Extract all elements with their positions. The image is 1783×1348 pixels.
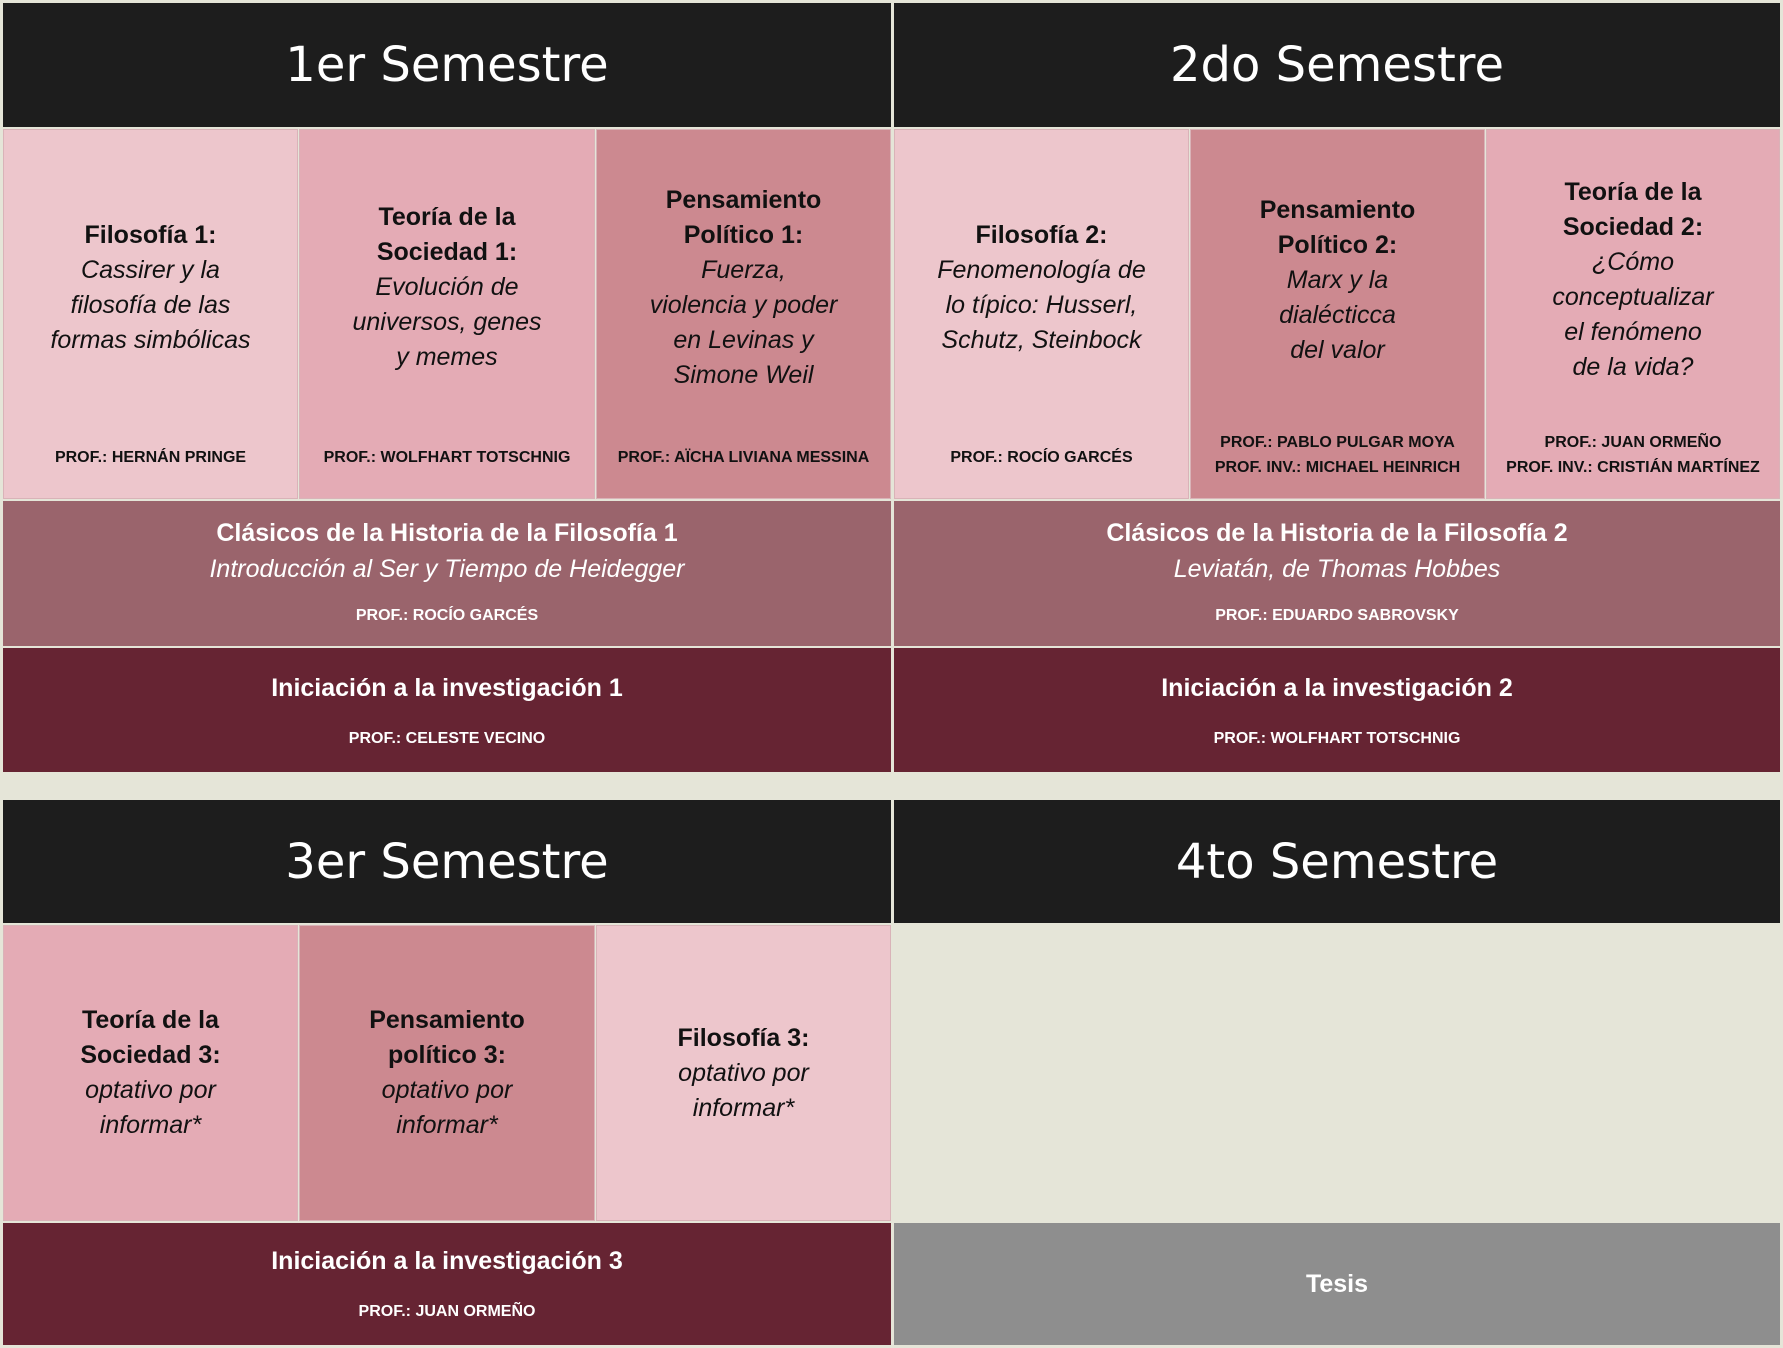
semester-1-header xyxy=(3,3,891,127)
course-professor: PROF.: WOLFHART TOTSCHNIG xyxy=(1213,730,1461,747)
course-professor: PROF.: JUAN ORMEÑO PROF. INV.: CRISTIÁN MARTÍNEZ xyxy=(1506,434,1760,476)
course-investigacion-2[interactable] xyxy=(894,648,1780,772)
semester-4-header xyxy=(894,800,1780,923)
course-title: Teoría de la Sociedad 2: xyxy=(1562,178,1704,241)
course-title: Pensamiento Político 1: xyxy=(665,185,822,249)
course-investigacion-3[interactable] xyxy=(3,1223,891,1345)
semester-2-header xyxy=(894,3,1780,127)
course-title: Teoría de la Sociedad 1: xyxy=(376,203,518,266)
course-title: Filosofía 3: xyxy=(677,1023,810,1052)
course-title: Iniciación a la investigación 1 xyxy=(271,674,623,702)
course-teoria-sociedad-1[interactable] xyxy=(299,129,595,499)
semester-1-title: 1er Semestre xyxy=(285,37,609,93)
semester-3-title: 3er Semestre xyxy=(285,833,609,890)
course-professor: PROF.: JUAN ORMEÑO xyxy=(358,1303,536,1320)
course-subtitle: optativo por informar* xyxy=(678,1058,809,1122)
course-title: Pensamiento Político 2: xyxy=(1259,195,1416,259)
course-subtitle: optativo por informar* xyxy=(85,1076,216,1139)
course-title: Pensamiento político 3: xyxy=(369,1006,525,1069)
course-filosofia-1[interactable] xyxy=(3,129,298,499)
course-subtitle: Evolución de universos, genes y memes xyxy=(352,273,542,371)
course-title: Tesis xyxy=(1305,1269,1369,1298)
course-professor: PROF.: ROCÍO GARCÉS xyxy=(950,449,1133,466)
course-professor: PROF.: CELESTE VECINO xyxy=(348,730,546,747)
course-professor: PROF.: EDUARDO SABROVSKY xyxy=(1215,607,1459,624)
course-filosofia-3[interactable] xyxy=(596,925,891,1221)
semester-2-title: 2do Semestre xyxy=(1170,37,1504,93)
course-pensamiento-politico-3[interactable] xyxy=(299,925,595,1221)
semester-4-empty-area xyxy=(894,925,1780,1221)
course-subtitle: Fenomenología de lo típico: Husserl, Schutz, Steinbock xyxy=(937,255,1146,354)
course-subtitle: Marx y la dialécticca del valor xyxy=(1279,265,1396,364)
course-subtitle: ¿Cómo conceptualizar el fenómeno de la vida? xyxy=(1552,248,1714,381)
course-professor: PROF.: AÏCHA LIVIANA MESSINA xyxy=(617,449,870,466)
course-title: Clásicos de la Historia de la Filosofía 1 xyxy=(216,519,678,547)
course-professor: PROF.: HERNÁN PRINGE xyxy=(54,449,247,466)
course-professor: PROF.: WOLFHART TOTSCHNIG xyxy=(323,449,571,466)
course-filosofia-2[interactable] xyxy=(894,129,1189,499)
course-title: Clásicos de la Historia de la Filosofía 2 xyxy=(1106,519,1568,547)
course-title: Filosofía 2: xyxy=(975,220,1108,249)
course-tesis[interactable] xyxy=(894,1223,1780,1345)
course-title: Iniciación a la investigación 3 xyxy=(271,1247,623,1275)
course-subtitle: Leviatán, de Thomas Hobbes xyxy=(1173,555,1501,583)
course-clasicos-2[interactable] xyxy=(894,501,1780,646)
course-pensamiento-politico-1[interactable] xyxy=(596,129,891,499)
course-title: Filosofía 1: xyxy=(84,220,217,249)
course-subtitle: Fuerza, violencia y poder en Levinas y Simone Weil xyxy=(649,255,838,389)
course-investigacion-1[interactable] xyxy=(3,648,891,772)
course-professor: PROF.: ROCÍO GARCÉS xyxy=(355,607,539,624)
course-professor: PROF.: PABLO PULGAR MOYA PROF. INV.: MICHAEL HEINRICH xyxy=(1214,434,1461,476)
course-clasicos-1[interactable] xyxy=(3,501,891,646)
course-subtitle: optativo por informar* xyxy=(381,1076,513,1139)
course-teoria-sociedad-2[interactable] xyxy=(1486,129,1780,499)
course-subtitle: Cassirer y la filosofía de las formas simbólicas xyxy=(50,255,251,354)
course-subtitle: Introducción al Ser y Tiempo de Heidegger xyxy=(209,555,685,583)
course-teoria-sociedad-3[interactable] xyxy=(3,925,298,1221)
course-pensamiento-politico-2[interactable] xyxy=(1190,129,1485,499)
semester-4-title: 4to Semestre xyxy=(1175,833,1499,890)
course-title: Teoría de la Sociedad 3: xyxy=(80,1006,221,1069)
semester-3-header xyxy=(3,800,891,923)
course-title: Iniciación a la investigación 2 xyxy=(1161,674,1513,702)
